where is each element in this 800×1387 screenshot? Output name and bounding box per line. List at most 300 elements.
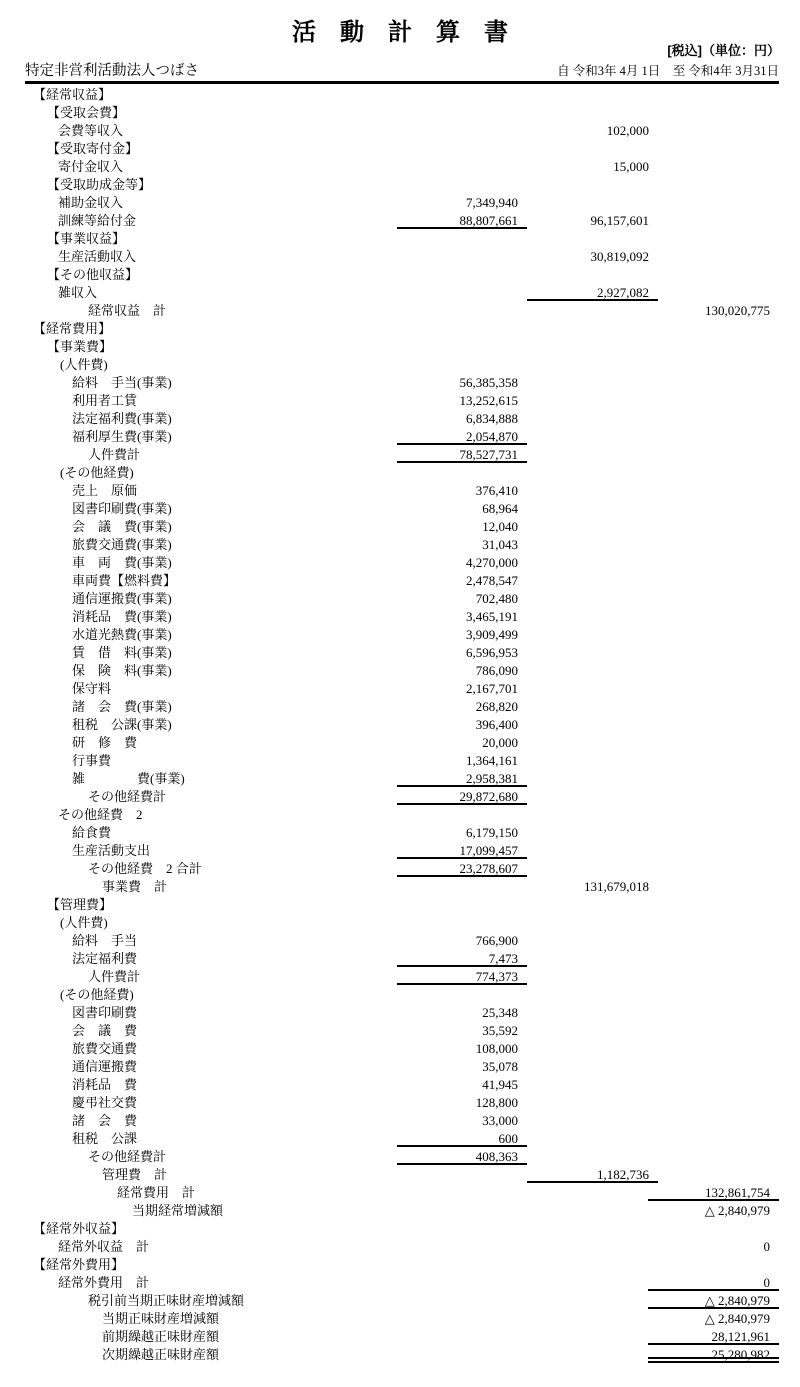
account-label: 旅費交通費	[72, 1041, 138, 1056]
account-label: 会費等収入	[58, 123, 124, 138]
amount-subtotal-column	[527, 788, 658, 805]
amount-detail-column	[397, 1292, 527, 1309]
amount-total-column	[648, 662, 779, 679]
amount-detail-column: 6,596,953	[466, 645, 518, 660]
amount-detail-column	[397, 122, 527, 139]
amount-detail-column: 600	[397, 1130, 527, 1147]
amount-detail-column: 17,099,457	[397, 842, 527, 859]
amount-detail-column	[397, 284, 527, 301]
statement-row	[0, 1166, 800, 1184]
statement-row	[0, 770, 800, 788]
amount-detail-column: 12,040	[482, 519, 518, 534]
statement-row	[0, 1292, 800, 1310]
amount-total-column	[648, 824, 779, 841]
account-label: 【経常費用】	[33, 321, 112, 336]
statement-row	[0, 1004, 800, 1022]
amount-subtotal-column	[527, 392, 658, 409]
amount-total-column: △ 2,840,979	[704, 1311, 770, 1326]
statement-row	[0, 1256, 800, 1274]
amount-detail-column: 7,349,940	[466, 195, 518, 210]
statement-row	[0, 608, 800, 626]
amount-detail-column: 35,592	[482, 1023, 518, 1038]
amount-subtotal-column	[527, 572, 658, 589]
amount-detail-column: 33,000	[482, 1113, 518, 1128]
amount-detail-column: 25,348	[482, 1005, 518, 1020]
amount-subtotal-column	[527, 608, 658, 625]
amount-detail-column	[397, 176, 527, 193]
amount-total-column	[648, 356, 779, 373]
amount-subtotal-column	[527, 1184, 658, 1201]
statement-row	[0, 680, 800, 698]
amount-detail-column: 1,364,161	[466, 753, 518, 768]
amount-total-column	[648, 230, 779, 247]
amount-subtotal-column	[527, 1004, 658, 1021]
amount-subtotal-column	[527, 194, 658, 211]
amount-detail-column	[397, 320, 527, 337]
amount-subtotal-column	[527, 104, 658, 121]
account-label: 次期繰越正味財産額	[102, 1347, 220, 1362]
amount-detail-column	[397, 140, 527, 157]
statement-row	[0, 1076, 800, 1094]
statement-row	[0, 968, 800, 986]
amount-subtotal-column	[527, 986, 658, 1003]
amount-subtotal-column	[527, 1202, 658, 1219]
statement-row	[0, 1094, 800, 1112]
amount-total-column: △ 2,840,979	[648, 1292, 779, 1309]
amount-detail-column: 108,000	[475, 1041, 518, 1056]
account-label: 給料 手当	[72, 933, 138, 948]
account-label: 当期経常増減額	[132, 1203, 224, 1218]
account-label: 経常外費用 計	[58, 1275, 150, 1290]
amount-subtotal-column: 96,157,601	[590, 213, 649, 228]
account-label: 【受取寄付金】	[47, 141, 139, 156]
account-label: その他経費計	[88, 789, 167, 804]
amount-subtotal-column	[527, 320, 658, 337]
statement-row	[0, 1202, 800, 1220]
amount-detail-column	[397, 266, 527, 283]
account-label: 給食費	[72, 825, 112, 840]
amount-detail-column: 88,807,661	[397, 212, 527, 229]
amount-total-column	[648, 1112, 779, 1129]
amount-total-column	[648, 1076, 779, 1093]
amount-total-column	[648, 212, 779, 229]
amount-subtotal-column	[527, 140, 658, 157]
amount-subtotal-column	[527, 968, 658, 985]
amount-detail-column	[397, 1274, 527, 1291]
statement-row	[0, 338, 800, 356]
amount-detail-column: 2,958,381	[397, 770, 527, 787]
amount-subtotal-column	[527, 482, 658, 499]
amount-subtotal-column	[527, 716, 658, 733]
account-label: 【管理費】	[47, 897, 113, 912]
amount-subtotal-column	[527, 680, 658, 697]
statement-row	[0, 392, 800, 410]
amount-total-column	[648, 752, 779, 769]
statement-row	[0, 140, 800, 158]
account-label: 経常費用 計	[117, 1185, 196, 1200]
amount-subtotal-column	[527, 914, 658, 931]
amount-total-column	[648, 1256, 779, 1273]
statement-row	[0, 1328, 800, 1346]
statement-row	[0, 1112, 800, 1130]
amount-detail-column: 35,078	[482, 1059, 518, 1074]
account-label: 会 議 費	[72, 1023, 138, 1038]
amount-detail-column: 56,385,358	[459, 375, 518, 390]
amount-total-column: 130,020,775	[705, 303, 770, 318]
amount-detail-column	[397, 914, 527, 931]
account-label: 保 険 料(事業)	[72, 663, 172, 678]
account-label: 売上 原価	[72, 483, 138, 498]
statement-row	[0, 1040, 800, 1058]
amount-subtotal-column	[527, 770, 658, 787]
statement-row	[0, 698, 800, 716]
statement-row	[0, 212, 800, 230]
amount-subtotal-column: 2,927,082	[527, 284, 658, 301]
account-label: 諸 会 費(事業)	[72, 699, 172, 714]
amount-subtotal-column	[527, 1346, 658, 1363]
amount-detail-column	[397, 248, 527, 265]
statement-row	[0, 932, 800, 950]
statement-row	[0, 644, 800, 662]
account-label: 租税 公課	[72, 1131, 138, 1146]
amount-total-column	[648, 1130, 779, 1147]
amount-total-column	[648, 626, 779, 643]
amount-subtotal-column	[527, 698, 658, 715]
account-label: 人件費計	[88, 447, 141, 462]
amount-total-column	[648, 896, 779, 913]
amount-subtotal-column: 131,679,018	[584, 879, 649, 894]
amount-subtotal-column	[527, 950, 658, 967]
statement-row	[0, 806, 800, 824]
account-label: 行事費	[72, 753, 112, 768]
amount-detail-column: 396,400	[475, 717, 518, 732]
amount-detail-column	[397, 104, 527, 121]
statement-row	[0, 860, 800, 878]
amount-total-column	[648, 860, 779, 877]
amount-detail-column	[397, 1166, 527, 1183]
account-label: 【経常外費用】	[33, 1257, 125, 1272]
statement-row	[0, 302, 800, 320]
amount-detail-column: 3,909,499	[466, 627, 518, 642]
account-label: 寄付金収入	[58, 159, 124, 174]
amount-total-column	[648, 284, 779, 301]
amount-subtotal-column	[527, 1130, 658, 1147]
amount-total-column	[648, 500, 779, 517]
amount-total-column	[648, 428, 779, 445]
account-label: 雑 費(事業)	[72, 771, 185, 786]
amount-subtotal-column	[527, 1022, 658, 1039]
amount-detail-column	[397, 302, 527, 319]
amount-subtotal-column	[527, 1220, 658, 1237]
statement-row	[0, 914, 800, 932]
amount-subtotal-column	[527, 464, 658, 481]
amount-total-column	[648, 176, 779, 193]
statement-row	[0, 464, 800, 482]
account-label: その他経費 2	[58, 807, 143, 822]
account-label: 【経常収益】	[33, 87, 112, 102]
amount-subtotal-column	[527, 1256, 658, 1273]
amount-detail-column: 6,179,150	[466, 825, 518, 840]
account-label: 法定福利費(事業)	[72, 411, 172, 426]
statement-row	[0, 428, 800, 446]
account-label: 人件費計	[88, 969, 141, 984]
amount-detail-column	[397, 1220, 527, 1237]
statement-row	[0, 734, 800, 752]
amount-subtotal-column	[527, 266, 658, 283]
amount-total-column: 132,861,754	[648, 1184, 779, 1201]
amount-subtotal-column	[527, 1094, 658, 1111]
amount-detail-column: 786,090	[475, 663, 518, 678]
amount-detail-column: 78,527,731	[397, 446, 527, 463]
account-label: 【事業費】	[47, 339, 113, 354]
statement-row	[0, 284, 800, 302]
amount-total-column	[648, 266, 779, 283]
amount-total-column	[648, 734, 779, 751]
amount-total-column	[648, 536, 779, 553]
amount-subtotal-column	[527, 932, 658, 949]
amount-detail-column	[397, 878, 527, 895]
statement-row	[0, 122, 800, 140]
statement-row	[0, 482, 800, 500]
statement-row	[0, 752, 800, 770]
statement-row	[0, 878, 800, 896]
account-label: 水道光熱費(事業)	[72, 627, 172, 642]
amount-detail-column	[397, 986, 527, 1003]
amount-total-column	[648, 842, 779, 859]
amount-detail-column	[397, 230, 527, 247]
amount-total-column: △ 2,840,979	[704, 1203, 770, 1218]
statement-row	[0, 230, 800, 248]
amount-detail-column	[397, 464, 527, 481]
organization-name: 特定非営利活動法人つばさ	[25, 63, 199, 79]
statement-row	[0, 1058, 800, 1076]
amount-subtotal-column	[527, 662, 658, 679]
amount-total-column	[648, 446, 779, 463]
amount-subtotal-column	[527, 1274, 658, 1291]
amount-detail-column: 766,900	[475, 933, 518, 948]
amount-subtotal-column	[527, 1112, 658, 1129]
amount-detail-column: 376,410	[475, 483, 518, 498]
amount-detail-column: 20,000	[482, 735, 518, 750]
account-label: 生産活動収入	[58, 249, 137, 264]
amount-detail-column: 23,278,607	[397, 860, 527, 877]
statement-row	[0, 1148, 800, 1166]
amount-detail-column: 6,834,888	[466, 411, 518, 426]
account-label: (人件費)	[60, 357, 108, 372]
amount-subtotal-column	[527, 860, 658, 877]
account-label: 【事業収益】	[47, 231, 126, 246]
statement-row	[0, 518, 800, 536]
account-label: 当期正味財産増減額	[102, 1311, 220, 1326]
amount-total-column	[648, 392, 779, 409]
statement-row	[0, 410, 800, 428]
amount-subtotal-column	[527, 1040, 658, 1057]
account-label: 訓練等給付金	[58, 213, 137, 228]
statement-row	[0, 248, 800, 266]
amount-total-column	[648, 878, 779, 895]
amount-total-column	[648, 698, 779, 715]
amount-total-column	[648, 968, 779, 985]
amount-total-column	[648, 1166, 779, 1183]
amount-subtotal-column: 30,819,092	[590, 249, 649, 264]
amount-subtotal-column	[527, 896, 658, 913]
amount-total-column	[648, 194, 779, 211]
statement-row	[0, 500, 800, 518]
account-label: 車 両 費(事業)	[72, 555, 172, 570]
amount-total-column	[648, 158, 779, 175]
statement-row	[0, 626, 800, 644]
amount-subtotal-column	[527, 752, 658, 769]
amount-total-column	[648, 410, 779, 427]
amount-subtotal-column	[527, 536, 658, 553]
statement-row	[0, 1310, 800, 1328]
amount-detail-column: 702,480	[475, 591, 518, 606]
fiscal-period: 自 令和3年 4月 1日 至 令和4年 3月31日	[557, 64, 779, 78]
amount-total-column: 25,280,982	[648, 1346, 779, 1363]
statement-row	[0, 446, 800, 464]
amount-total-column	[648, 572, 779, 589]
amount-subtotal-column	[527, 1148, 658, 1165]
amount-detail-column	[397, 1184, 527, 1201]
account-label: 事業費 計	[102, 879, 168, 894]
amount-subtotal-column	[527, 644, 658, 661]
account-label: 消耗品 費	[72, 1077, 138, 1092]
amount-subtotal-column	[527, 1328, 658, 1345]
amount-total-column: 0	[648, 1274, 779, 1291]
account-label: 賃 借 料(事業)	[72, 645, 172, 660]
amount-subtotal-column	[527, 1310, 658, 1327]
amount-total-column	[648, 590, 779, 607]
tax-unit-note: [税込]（単位：円）	[667, 43, 780, 58]
account-label: (その他経費)	[60, 987, 134, 1002]
amount-detail-column: 2,167,701	[466, 681, 518, 696]
amount-total-column	[648, 1004, 779, 1021]
statement-row	[0, 590, 800, 608]
amount-total-column: 28,121,961	[648, 1328, 779, 1345]
amount-subtotal-column	[527, 230, 658, 247]
account-label: 経常外収益 計	[58, 1239, 150, 1254]
account-label: 慶弔社交費	[72, 1095, 138, 1110]
amount-subtotal-column	[527, 518, 658, 535]
account-label: 【経常外収益】	[33, 1221, 125, 1236]
amount-detail-column	[397, 806, 527, 823]
statement-row	[0, 158, 800, 176]
statement-row	[0, 716, 800, 734]
amount-total-column	[648, 518, 779, 535]
amount-subtotal-column	[527, 626, 658, 643]
amount-detail-column: 29,872,680	[397, 788, 527, 805]
amount-detail-column	[397, 338, 527, 355]
amount-total-column	[648, 248, 779, 265]
header-rule	[25, 81, 779, 84]
amount-subtotal-column: 102,000	[606, 123, 649, 138]
statement-row	[0, 1274, 800, 1292]
amount-detail-column: 774,373	[397, 968, 527, 985]
account-label: (その他経費)	[60, 465, 134, 480]
account-label: (人件費)	[60, 915, 108, 930]
statement-row	[0, 788, 800, 806]
amount-subtotal-column	[527, 176, 658, 193]
statement-row	[0, 554, 800, 572]
statement-row	[0, 842, 800, 860]
amount-total-column	[648, 122, 779, 139]
account-label: 研 修 費	[72, 735, 138, 750]
amount-subtotal-column	[527, 734, 658, 751]
statement-row	[0, 1346, 800, 1364]
amount-total-column	[648, 374, 779, 391]
account-label: 租税 公課(事業)	[72, 717, 172, 732]
amount-total-column	[648, 1058, 779, 1075]
amount-total-column	[648, 140, 779, 157]
account-label: 経常収益 計	[88, 303, 167, 318]
account-label: 利用者工賃	[72, 393, 138, 408]
amount-total-column	[648, 86, 779, 103]
amount-subtotal-column	[527, 338, 658, 355]
amount-total-column	[648, 806, 779, 823]
amount-total-column	[648, 1220, 779, 1237]
account-label: 【その他収益】	[47, 267, 139, 282]
amount-total-column	[648, 932, 779, 949]
account-label: 補助金収入	[58, 195, 124, 210]
amount-subtotal-column	[527, 806, 658, 823]
statement-row	[0, 194, 800, 212]
account-label: 保守料	[72, 681, 112, 696]
statement-row	[0, 176, 800, 194]
amount-total-column	[648, 554, 779, 571]
amount-subtotal-column	[527, 1238, 658, 1255]
account-label: 図書印刷費	[72, 1005, 138, 1020]
account-label: 税引前当期正味財産増減額	[88, 1293, 245, 1308]
amount-detail-column: 2,054,870	[397, 428, 527, 445]
amount-subtotal-column	[527, 590, 658, 607]
amount-subtotal-column	[527, 554, 658, 571]
amount-subtotal-column	[527, 1076, 658, 1093]
statement-row	[0, 536, 800, 554]
statement-row	[0, 374, 800, 392]
amount-subtotal-column	[527, 500, 658, 517]
amount-subtotal-column: 1,182,736	[527, 1166, 658, 1183]
statement-row	[0, 1130, 800, 1148]
statement-row	[0, 950, 800, 968]
amount-subtotal-column: 15,000	[613, 159, 649, 174]
amount-total-column: 0	[763, 1239, 770, 1254]
statement-row	[0, 662, 800, 680]
account-label: 通信運搬費(事業)	[72, 591, 172, 606]
account-label: 雑収入	[58, 285, 98, 300]
amount-subtotal-column	[527, 302, 658, 319]
statement-row	[0, 320, 800, 338]
amount-total-column	[648, 716, 779, 733]
statement-rows	[0, 86, 800, 1364]
amount-total-column	[648, 770, 779, 787]
amount-total-column	[648, 1094, 779, 1111]
statement-row	[0, 356, 800, 374]
amount-subtotal-column	[527, 410, 658, 427]
amount-detail-column	[397, 1202, 527, 1219]
statement-row	[0, 1022, 800, 1040]
amount-subtotal-column	[527, 446, 658, 463]
account-label: 通信運搬費	[72, 1059, 138, 1074]
amount-subtotal-column	[527, 824, 658, 841]
account-label: 前期繰越正味財産額	[102, 1329, 220, 1344]
account-label: 図書印刷費(事業)	[72, 501, 172, 516]
account-label: 消耗品 費(事業)	[72, 609, 172, 624]
amount-total-column	[648, 914, 779, 931]
amount-detail-column: 268,820	[475, 699, 518, 714]
amount-total-column	[648, 644, 779, 661]
amount-subtotal-column	[527, 86, 658, 103]
amount-detail-column: 31,043	[482, 537, 518, 552]
